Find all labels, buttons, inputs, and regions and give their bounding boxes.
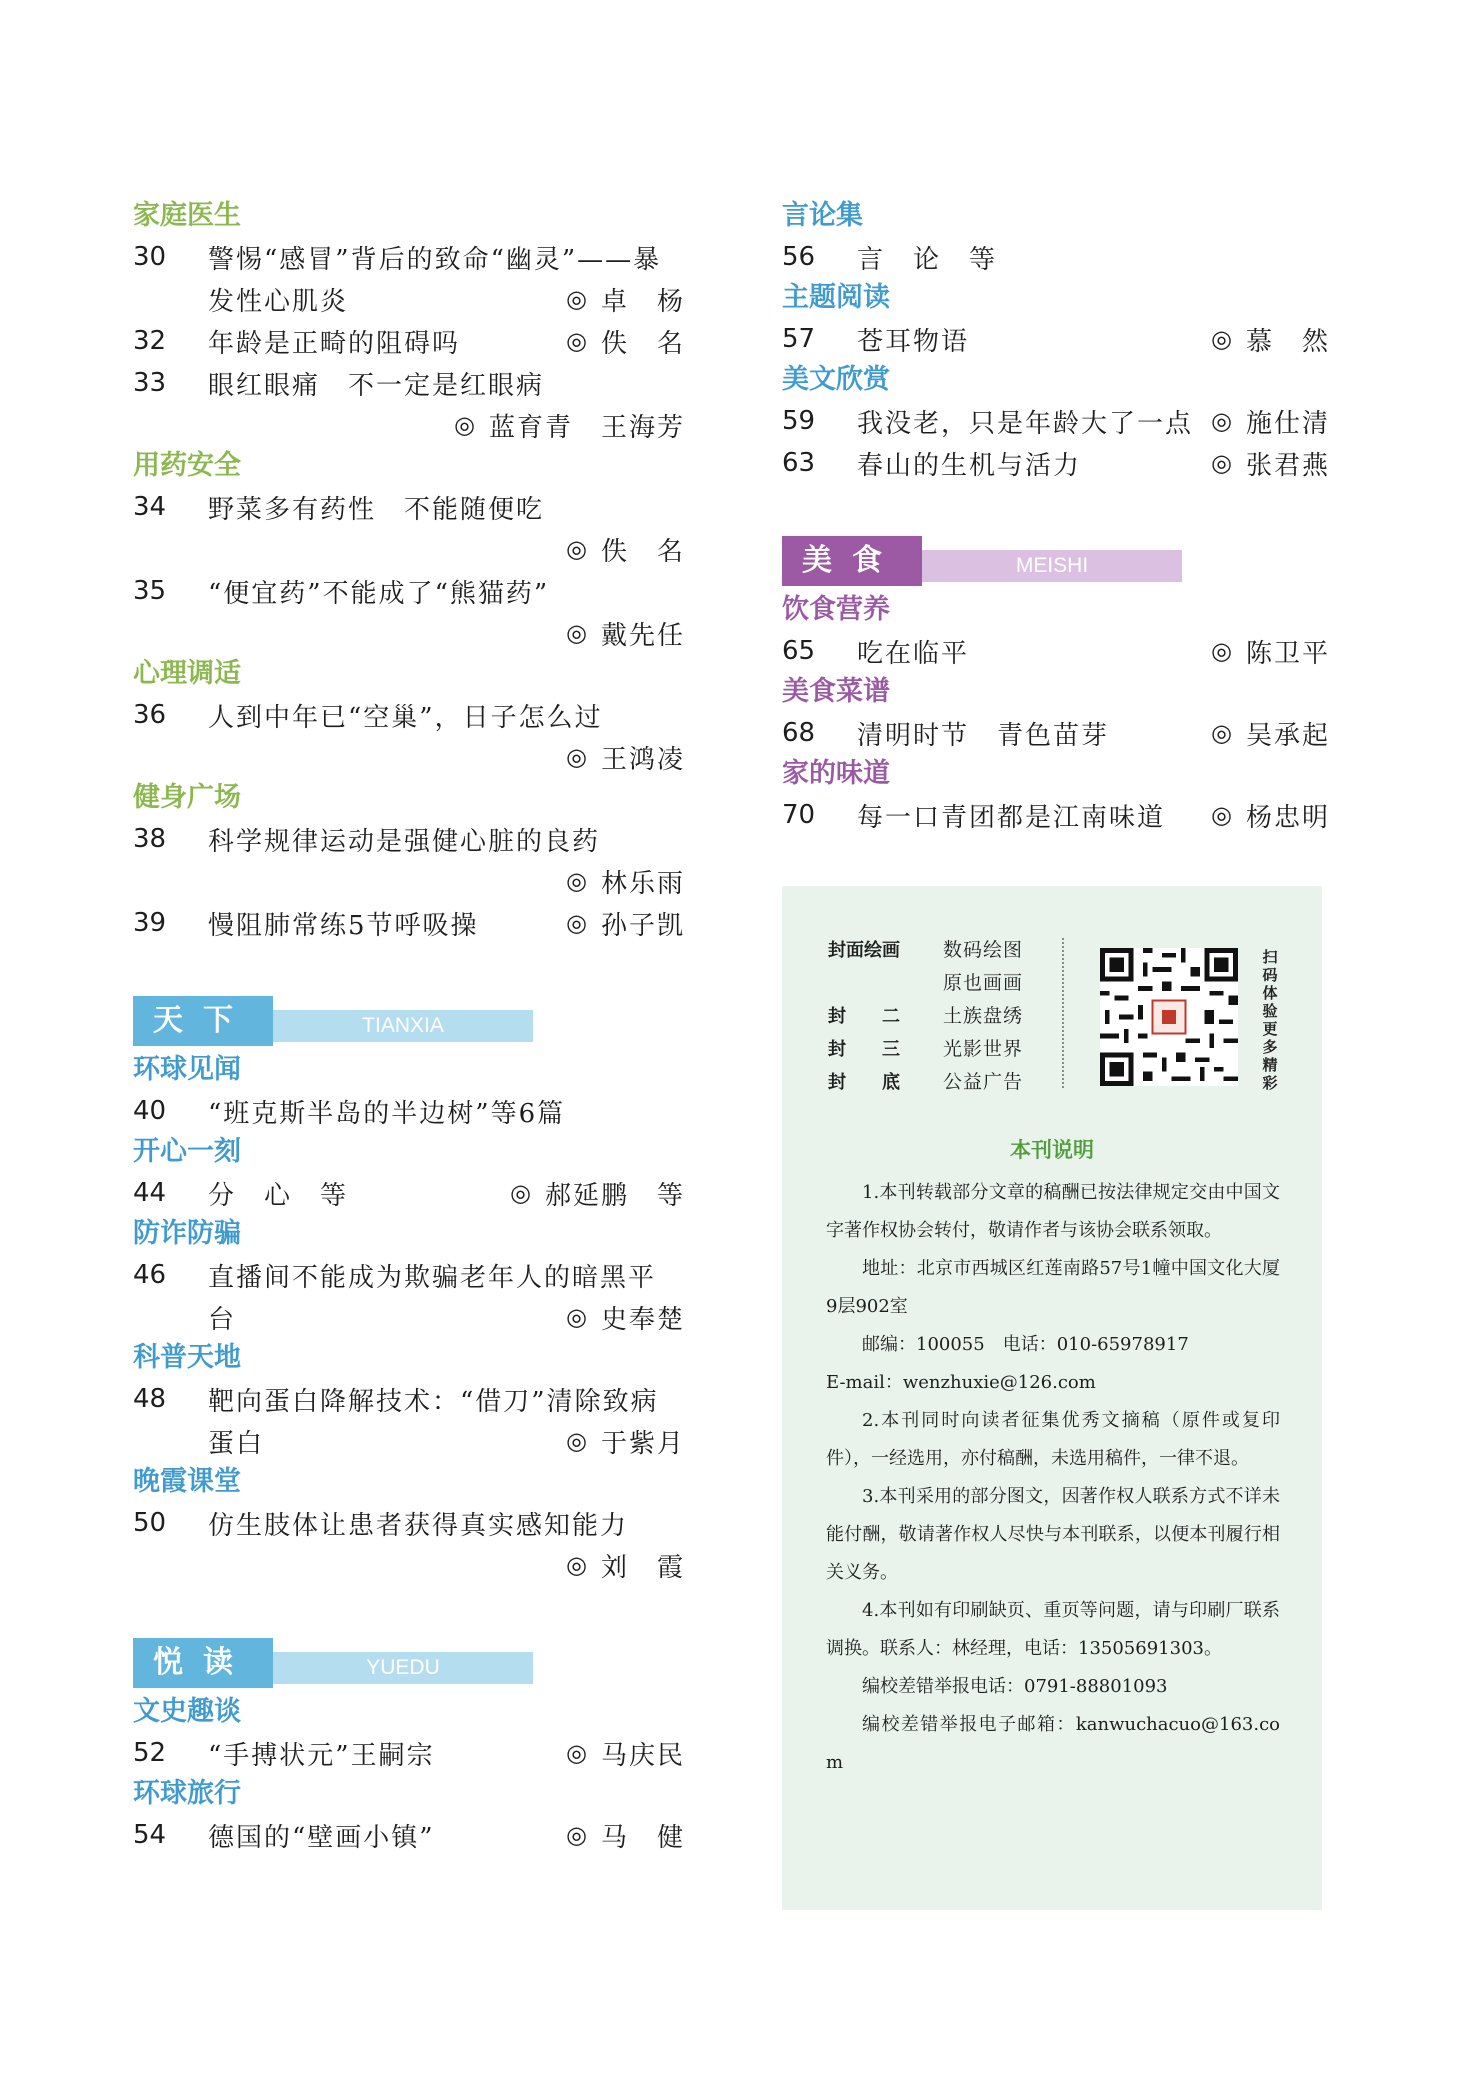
entry-title: “班克斯半岛的半边树”等6篇 [208, 1098, 566, 1129]
toc-entry[interactable] [782, 236, 1330, 278]
section-title: 环球见闻 [133, 1054, 241, 1085]
toc-entry[interactable] [133, 320, 685, 362]
entry-title: “便宜药”不能成了“熊猫药” [208, 578, 550, 609]
ring-icon: ◎ [510, 1179, 531, 1207]
notice-postal: 邮编：100055 电话：010-65978917 [862, 1334, 1189, 1355]
author: 刘 霞 [600, 1552, 685, 1583]
author: 戴先任 [600, 620, 685, 651]
credit-row [828, 967, 1023, 1000]
banner-label: 天下 [133, 996, 273, 1046]
page-number: 32 [133, 326, 167, 356]
sec-3 [133, 778, 685, 944]
toc-entry[interactable] [133, 362, 685, 446]
page-number: 46 [133, 1260, 167, 1290]
entry-title: 科学规律运动是强健心脏的良药 [208, 826, 601, 857]
info-box [782, 886, 1322, 1910]
toc-entry[interactable] [782, 630, 1330, 672]
page-number: 70 [782, 800, 816, 830]
credit-key: 封 三 [828, 1039, 900, 1060]
section-title: 晚霞课堂 [133, 1466, 241, 1497]
qr-code-icon[interactable] [1100, 948, 1238, 1086]
page-number: 59 [782, 406, 816, 436]
toc-entry[interactable] [782, 318, 1330, 360]
scan-hint: 扫码体验更多精彩 [1262, 948, 1278, 1092]
toc-entry[interactable] [782, 442, 1330, 484]
section-title: 防诈防骗 [133, 1218, 241, 1249]
author: 林乐雨 [600, 868, 685, 899]
credit-key: 封面绘画 [828, 940, 900, 961]
page-number: 44 [133, 1178, 167, 1208]
author: 孙子凯 [600, 910, 685, 941]
entry-title: 清明时节 青色苗芽 [857, 720, 1110, 751]
banner-pinyin: YUEDU [273, 1652, 533, 1684]
toc-entry[interactable] [133, 1502, 685, 1586]
entry-title: 年龄是正畸的阻碍吗 [208, 328, 461, 359]
author: 史奉楚 [600, 1304, 685, 1335]
ring-icon: ◎ [566, 867, 587, 895]
author: 陈卫平 [1245, 638, 1330, 669]
cover-credits [828, 934, 1023, 1099]
author: 蓝育青 王海芳 [488, 412, 685, 443]
notice-paragraph: 2.本刊同时向读者征集优秀文摘稿（原件或复印件），一经选用，亦付稿酬，未选用稿件，一律不退。 [826, 1410, 1280, 1469]
ring-icon: ◎ [1211, 407, 1232, 435]
ring-icon: ◎ [566, 1821, 587, 1849]
entry-title: 分 心 等 [208, 1180, 349, 1211]
ring-icon: ◎ [1211, 719, 1232, 747]
sec-2 [133, 654, 685, 778]
ring-icon: ◎ [566, 743, 587, 771]
page-number: 68 [782, 718, 816, 748]
ring-icon: ◎ [566, 1551, 587, 1579]
banner-label: 美食 [782, 536, 922, 586]
entry-title: 人到中年已“空巢”，日子怎么过 [208, 702, 603, 733]
credit-key: 封 底 [828, 1072, 900, 1093]
toc-entry[interactable] [782, 712, 1330, 754]
credit-value: 光影世界 [943, 1038, 1024, 1060]
entry-title: 靶向蛋白降解技术：“借刀”清除致病 [208, 1386, 659, 1417]
section-title: 科普天地 [133, 1342, 241, 1373]
group-yuedu [133, 1692, 685, 1856]
toc-entry[interactable] [133, 1732, 685, 1774]
page-number: 34 [133, 492, 167, 522]
author: 卓 杨 [600, 286, 685, 317]
page-number: 33 [133, 368, 167, 398]
banner-tianxia [133, 996, 685, 1048]
ring-icon: ◎ [566, 1303, 587, 1331]
section-title: 开心一刻 [133, 1136, 241, 1167]
toc-entry[interactable] [133, 1378, 685, 1462]
notice-title: 本刊说明 [1010, 1138, 1094, 1162]
section-title: 心理调适 [133, 658, 241, 689]
notice-error-phone: 编校差错举报电话：0791-88801093 [862, 1676, 1168, 1697]
section-title: 美文欣赏 [782, 364, 890, 395]
notice-paragraph: 3.本刊采用的部分图文，因著作权人联系方式不详未能付酬，敬请著作权人尽快与本刊联系，以便本刊履行相关义务。 [826, 1486, 1280, 1583]
ring-icon: ◎ [566, 285, 587, 313]
entry-title: “手搏状元”王嗣宗 [208, 1740, 435, 1771]
entry-title: 每一口青团都是江南味道 [857, 802, 1166, 833]
toc-entry[interactable] [133, 486, 685, 570]
author: 于紫月 [600, 1428, 685, 1459]
toc-entry[interactable] [133, 818, 685, 902]
sec-0 [133, 196, 685, 446]
toc-entry[interactable] [782, 794, 1330, 836]
notice-error-email: 编校差错举报电子邮箱：kanwuchacuo@163.com [826, 1714, 1280, 1773]
credit-row [828, 1033, 1023, 1066]
toc-entry[interactable] [133, 694, 685, 778]
page-number: 36 [133, 700, 167, 730]
ring-icon: ◎ [1211, 637, 1232, 665]
group-left-main [133, 196, 685, 944]
section-title: 美食菜谱 [782, 676, 890, 707]
author: 佚 名 [600, 328, 685, 359]
page-number: 35 [133, 576, 167, 606]
entry-title-cont: 台 [208, 1304, 237, 1335]
banner-yuedu [133, 1638, 685, 1690]
ring-icon: ◎ [566, 909, 587, 937]
notice-paragraph: 4.本刊如有印刷缺页、重页等问题，请与印刷厂联系调换。联系人：林经理，电话：13505691303。 [826, 1600, 1280, 1659]
page-number: 54 [133, 1820, 167, 1850]
credit-value: 数码绘图 [943, 939, 1024, 961]
section-title: 环球旅行 [133, 1778, 241, 1809]
page-number: 65 [782, 636, 816, 666]
entry-title-cont: 发性心肌炎 [208, 286, 349, 317]
credit-value: 土族盘绣 [943, 1005, 1024, 1027]
entry-title: 警惕“感冒”背后的致命“幽灵”——暴 [208, 244, 662, 275]
banner-pinyin: MEISHI [922, 550, 1182, 582]
entry-title: 言 论 等 [857, 244, 998, 275]
toc-entry[interactable] [133, 236, 685, 320]
page-number: 57 [782, 324, 816, 354]
author: 张君燕 [1245, 450, 1330, 481]
credit-key [828, 967, 943, 1000]
ring-icon: ◎ [566, 619, 587, 647]
banner-pinyin: TIANXIA [273, 1010, 533, 1042]
section-title: 饮食营养 [782, 594, 890, 625]
author: 马庆民 [600, 1740, 685, 1771]
entry-title: 我没老，只是年龄大了一点 [857, 408, 1194, 439]
page-number: 52 [133, 1738, 167, 1768]
notice-address: 地址：北京市西城区红莲南路57号1幢中国文化大厦9层902室 [826, 1258, 1280, 1317]
entry-title: 仿生肢体让患者获得真实感知能力 [208, 1510, 629, 1541]
entry-title: 慢阻肺常练5节呼吸操 [208, 910, 479, 941]
credit-row [828, 1000, 1023, 1033]
section-title: 家庭医生 [133, 200, 241, 231]
page-number: 40 [133, 1096, 167, 1126]
banner-meishi [782, 536, 1330, 588]
entry-title-cont: 蛋白 [208, 1428, 265, 1459]
toc-entry[interactable] [133, 570, 685, 654]
author: 郝延鹏 等 [544, 1180, 685, 1211]
ring-icon: ◎ [1211, 801, 1232, 829]
toc-right-column [782, 196, 1330, 836]
author: 王鸿凌 [600, 744, 685, 775]
entry-title: 直播间不能成为欺骗老年人的暗黑平 [208, 1262, 657, 1293]
toc-entry[interactable] [133, 902, 685, 944]
page-number: 39 [133, 908, 167, 938]
notice-body [826, 1174, 1280, 1782]
author: 马 健 [600, 1822, 685, 1853]
author: 佚 名 [600, 536, 685, 567]
page-number: 63 [782, 448, 816, 478]
toc-entry[interactable] [133, 1090, 685, 1132]
author: 慕 然 [1245, 326, 1330, 357]
ring-icon: ◎ [1211, 449, 1232, 477]
toc-entry[interactable] [133, 1254, 685, 1338]
dotted-divider [1062, 938, 1064, 1088]
section-title: 主题阅读 [782, 282, 890, 313]
section-title: 家的味道 [782, 758, 890, 789]
notice-email: E-mail：wenzhuxie@126.com [826, 1372, 1096, 1393]
ring-icon: ◎ [566, 535, 587, 563]
ring-icon: ◎ [454, 411, 475, 439]
page-number: 48 [133, 1384, 167, 1414]
entry-title: 春山的生机与活力 [857, 450, 1082, 481]
toc-entry[interactable] [133, 1172, 685, 1214]
credit-key: 封 二 [828, 1006, 900, 1027]
section-title: 健身广场 [133, 782, 241, 813]
ring-icon: ◎ [566, 327, 587, 355]
ring-icon: ◎ [566, 1427, 587, 1455]
section-title: 用药安全 [133, 450, 241, 481]
ring-icon: ◎ [1211, 325, 1232, 353]
credit-value: 公益广告 [943, 1071, 1024, 1093]
page-number: 38 [133, 824, 167, 854]
credit-row [828, 1066, 1023, 1099]
sec-1 [133, 446, 685, 654]
toc-left-column [133, 196, 685, 1856]
author: 施仕清 [1245, 408, 1330, 439]
credit-value: 原也画画 [943, 972, 1024, 994]
author: 吴承起 [1245, 720, 1330, 751]
toc-entry[interactable] [133, 1814, 685, 1856]
entry-title: 野菜多有药性 不能随便吃 [208, 494, 545, 525]
entry-title: 眼红眼痛 不一定是红眼病 [208, 370, 545, 401]
credit-row [828, 934, 1023, 967]
page-number: 56 [782, 242, 816, 272]
author: 杨忠明 [1245, 802, 1330, 833]
ring-icon: ◎ [566, 1739, 587, 1767]
section-title: 文史趣谈 [133, 1696, 241, 1727]
entry-title: 吃在临平 [857, 638, 970, 669]
toc-entry[interactable] [782, 400, 1330, 442]
section-title: 言论集 [782, 200, 863, 231]
entry-title: 苍耳物语 [857, 326, 970, 357]
banner-label: 悦读 [133, 1638, 273, 1688]
entry-title: 德国的“壁画小镇” [208, 1822, 435, 1853]
notice-paragraph: 1.本刊转载部分文章的稿酬已按法律规定交由中国文字著作权协会转付，敬请作者与该协会联系领取。 [826, 1182, 1280, 1241]
group-tianxia [133, 1050, 685, 1586]
page-number: 50 [133, 1508, 167, 1538]
page-number: 30 [133, 242, 167, 272]
